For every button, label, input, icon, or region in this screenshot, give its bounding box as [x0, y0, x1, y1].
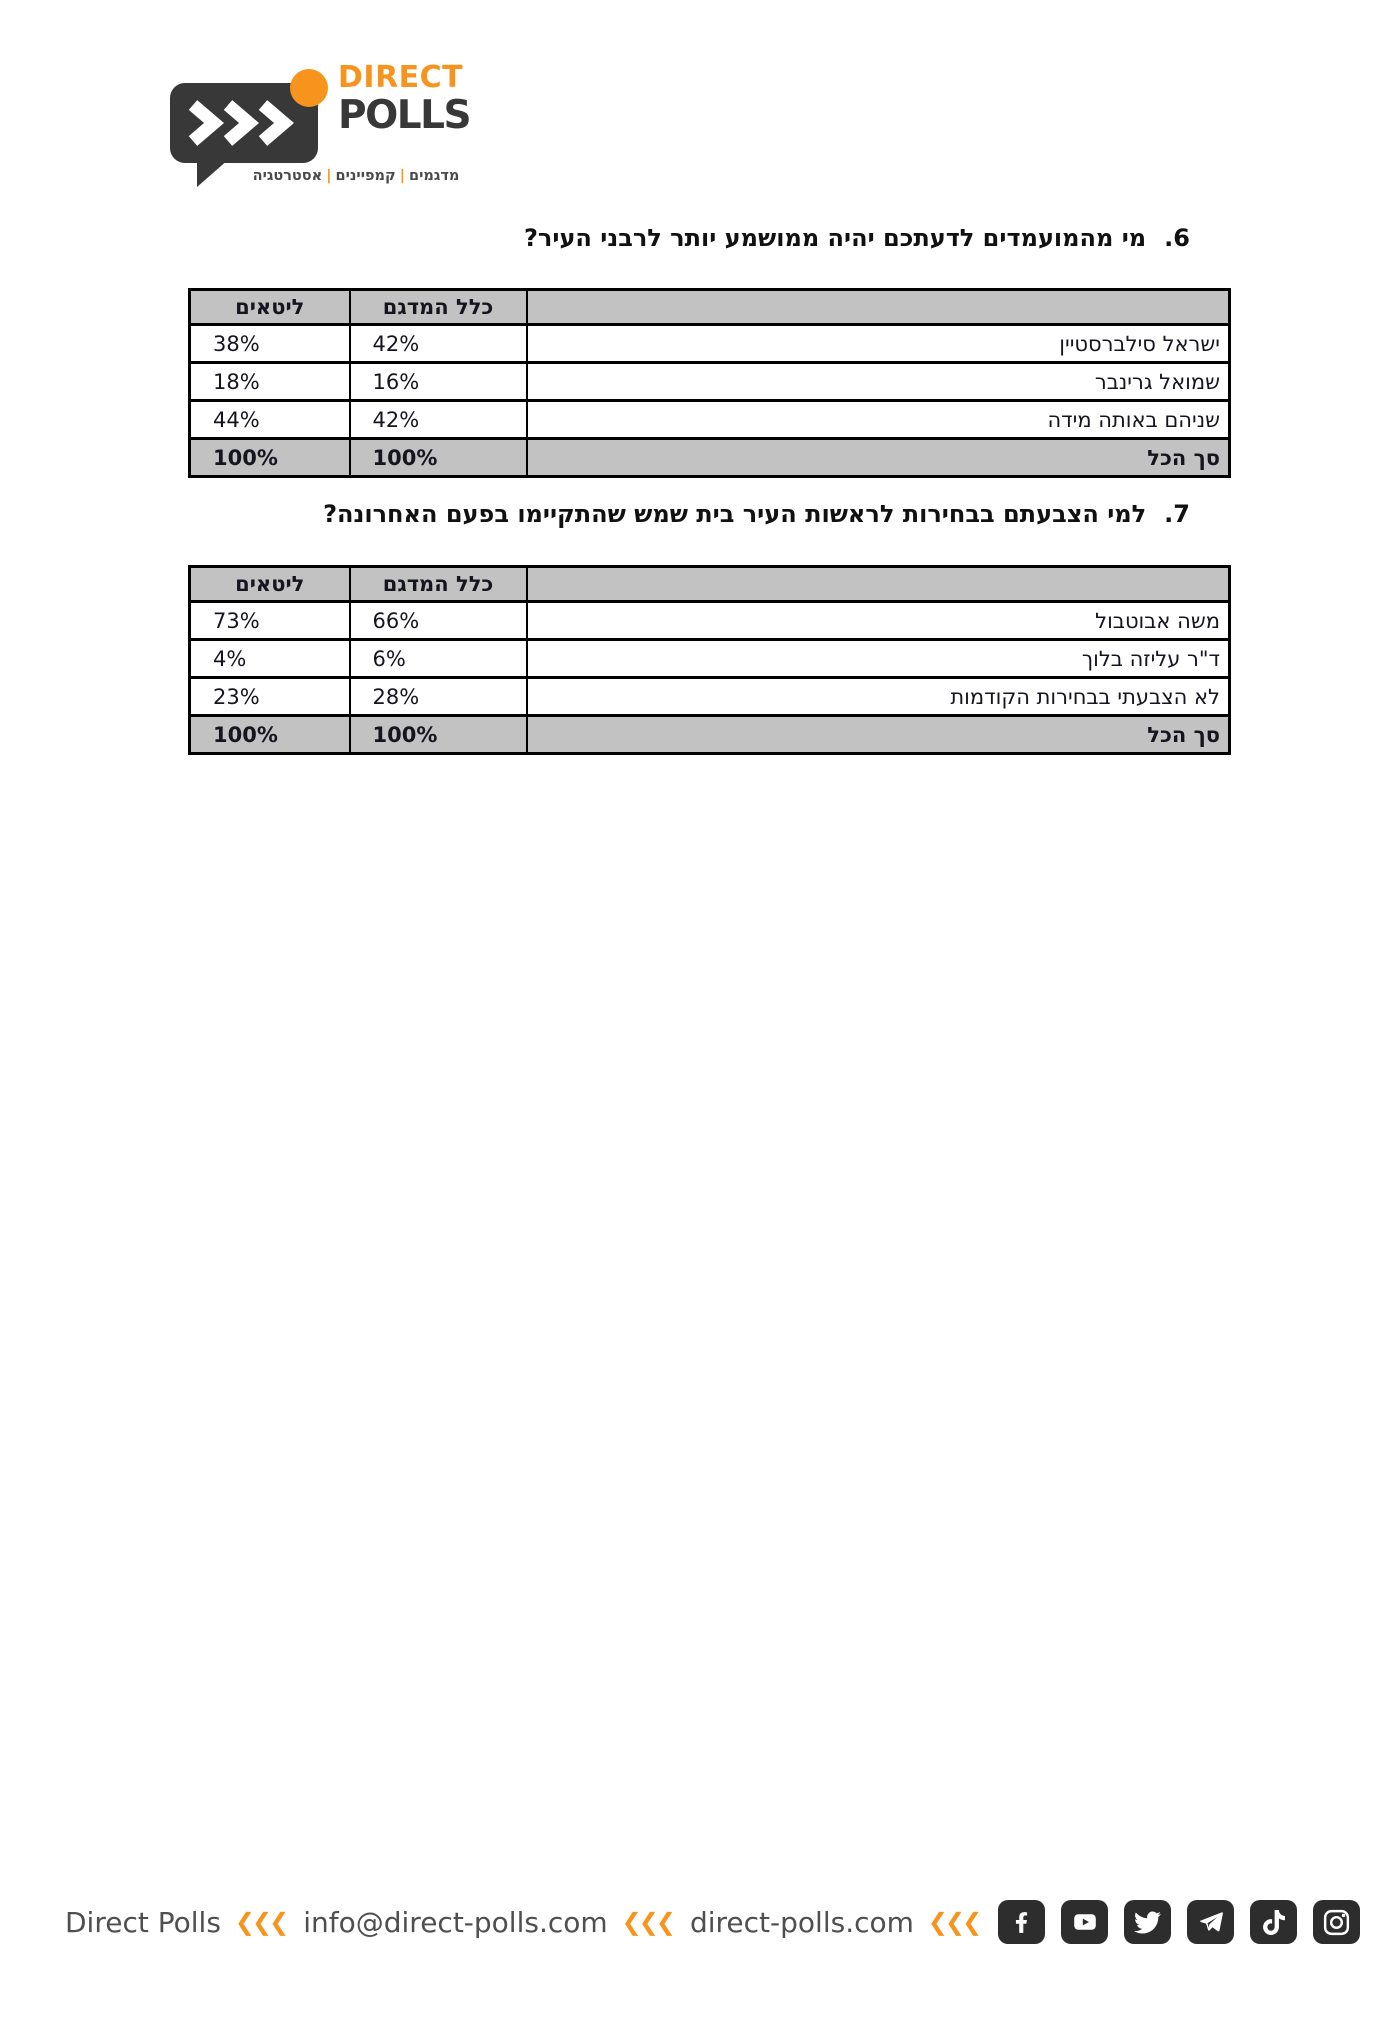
litaim-value: 44%: [190, 401, 350, 439]
tagline-part: קמפיינים: [335, 168, 396, 184]
direct-polls-logo: [160, 55, 490, 195]
litaim-value: 18%: [190, 363, 350, 401]
question-text: למי הצבעתם בבחירות לראשות העיר בית שמש שהתקיימו בפעם האחרונה?: [323, 500, 1147, 528]
total-label: סך הכל: [527, 439, 1230, 477]
litaim-value: 73%: [190, 602, 350, 640]
question-text: מי מהמועמדים לדעתכם יהיה ממושמע יותר לרבני העיר?: [524, 224, 1147, 252]
instagram-icon[interactable]: [1313, 1900, 1360, 1944]
answer-label: ד"ר עליזה בלוך: [527, 640, 1230, 678]
total-label: סך הכל: [527, 716, 1230, 754]
table-header-row: [190, 290, 1230, 325]
total-litaim-value: 100%: [190, 439, 350, 477]
answer-label: ישראל סילברסטיין: [527, 325, 1230, 363]
youtube-icon[interactable]: [1061, 1900, 1108, 1944]
total-overall-value: 100%: [350, 439, 527, 477]
question-number: 6.: [1164, 224, 1190, 252]
tagline-part: אסטרטגיה: [252, 168, 323, 184]
chevrons-left-icon: ❮❮❮: [234, 1908, 287, 1936]
tagline-separator: |: [399, 168, 405, 184]
table-total-row: [190, 439, 1230, 477]
total-overall-value: 100%: [350, 716, 527, 754]
tiktok-icon[interactable]: [1250, 1900, 1297, 1944]
brand-polls: POLLS: [338, 93, 471, 138]
table-row: [190, 602, 1230, 640]
overall-value: 66%: [350, 602, 527, 640]
poll-table-q7: [188, 565, 1231, 755]
brand-wordmark: [338, 60, 471, 138]
question-6-heading: [524, 224, 1190, 252]
table-row: [190, 678, 1230, 716]
tagline-part: מדגמים: [408, 168, 460, 184]
question-7-heading: [323, 500, 1190, 528]
table-total-row: [190, 716, 1230, 754]
footer-brand: Direct Polls: [65, 1905, 221, 1939]
table-row: [190, 640, 1230, 678]
overall-value: 16%: [350, 363, 527, 401]
litaim-value: 38%: [190, 325, 350, 363]
column-header-overall: כלל המדגם: [350, 290, 527, 325]
header-empty-cell: [527, 290, 1230, 325]
header-empty-cell: [527, 567, 1230, 602]
table-header-row: [190, 567, 1230, 602]
litaim-value: 4%: [190, 640, 350, 678]
tagline-separator: |: [326, 168, 332, 184]
answer-label: לא הצבעתי בבחירות הקודמות: [527, 678, 1230, 716]
question-number: 7.: [1164, 500, 1190, 528]
poll-table-q6: [188, 288, 1231, 478]
social-icons-bar: [998, 1900, 1360, 1944]
page-footer: [65, 1898, 1360, 1946]
column-header-overall: כלל המדגם: [350, 567, 527, 602]
overall-value: 42%: [350, 325, 527, 363]
chevrons-left-icon: ❮❮❮: [621, 1908, 673, 1936]
footer-website-link[interactable]: direct-polls.com: [689, 1905, 914, 1939]
total-litaim-value: 100%: [190, 716, 350, 754]
facebook-icon[interactable]: [998, 1900, 1045, 1944]
telegram-icon[interactable]: [1187, 1900, 1234, 1944]
twitter-icon[interactable]: [1124, 1900, 1171, 1944]
overall-value: 42%: [350, 401, 527, 439]
logo-tagline: [222, 168, 490, 184]
table-row: [190, 401, 1230, 439]
brand-direct: DIRECT: [338, 60, 464, 95]
footer-email-link[interactable]: info@direct-polls.com: [303, 1905, 608, 1939]
overall-value: 6%: [350, 640, 527, 678]
answer-label: שמואל גרינבר: [527, 363, 1230, 401]
answer-label: שניהם באותה מידה: [527, 401, 1230, 439]
overall-value: 28%: [350, 678, 527, 716]
chevrons-left-icon: ❮❮❮: [927, 1908, 980, 1936]
table-row: [190, 325, 1230, 363]
table-row: [190, 363, 1230, 401]
answer-label: משה אבוטבול: [527, 602, 1230, 640]
litaim-value: 23%: [190, 678, 350, 716]
column-header-litaim: ליטאים: [190, 567, 350, 602]
column-header-litaim: ליטאים: [190, 290, 350, 325]
